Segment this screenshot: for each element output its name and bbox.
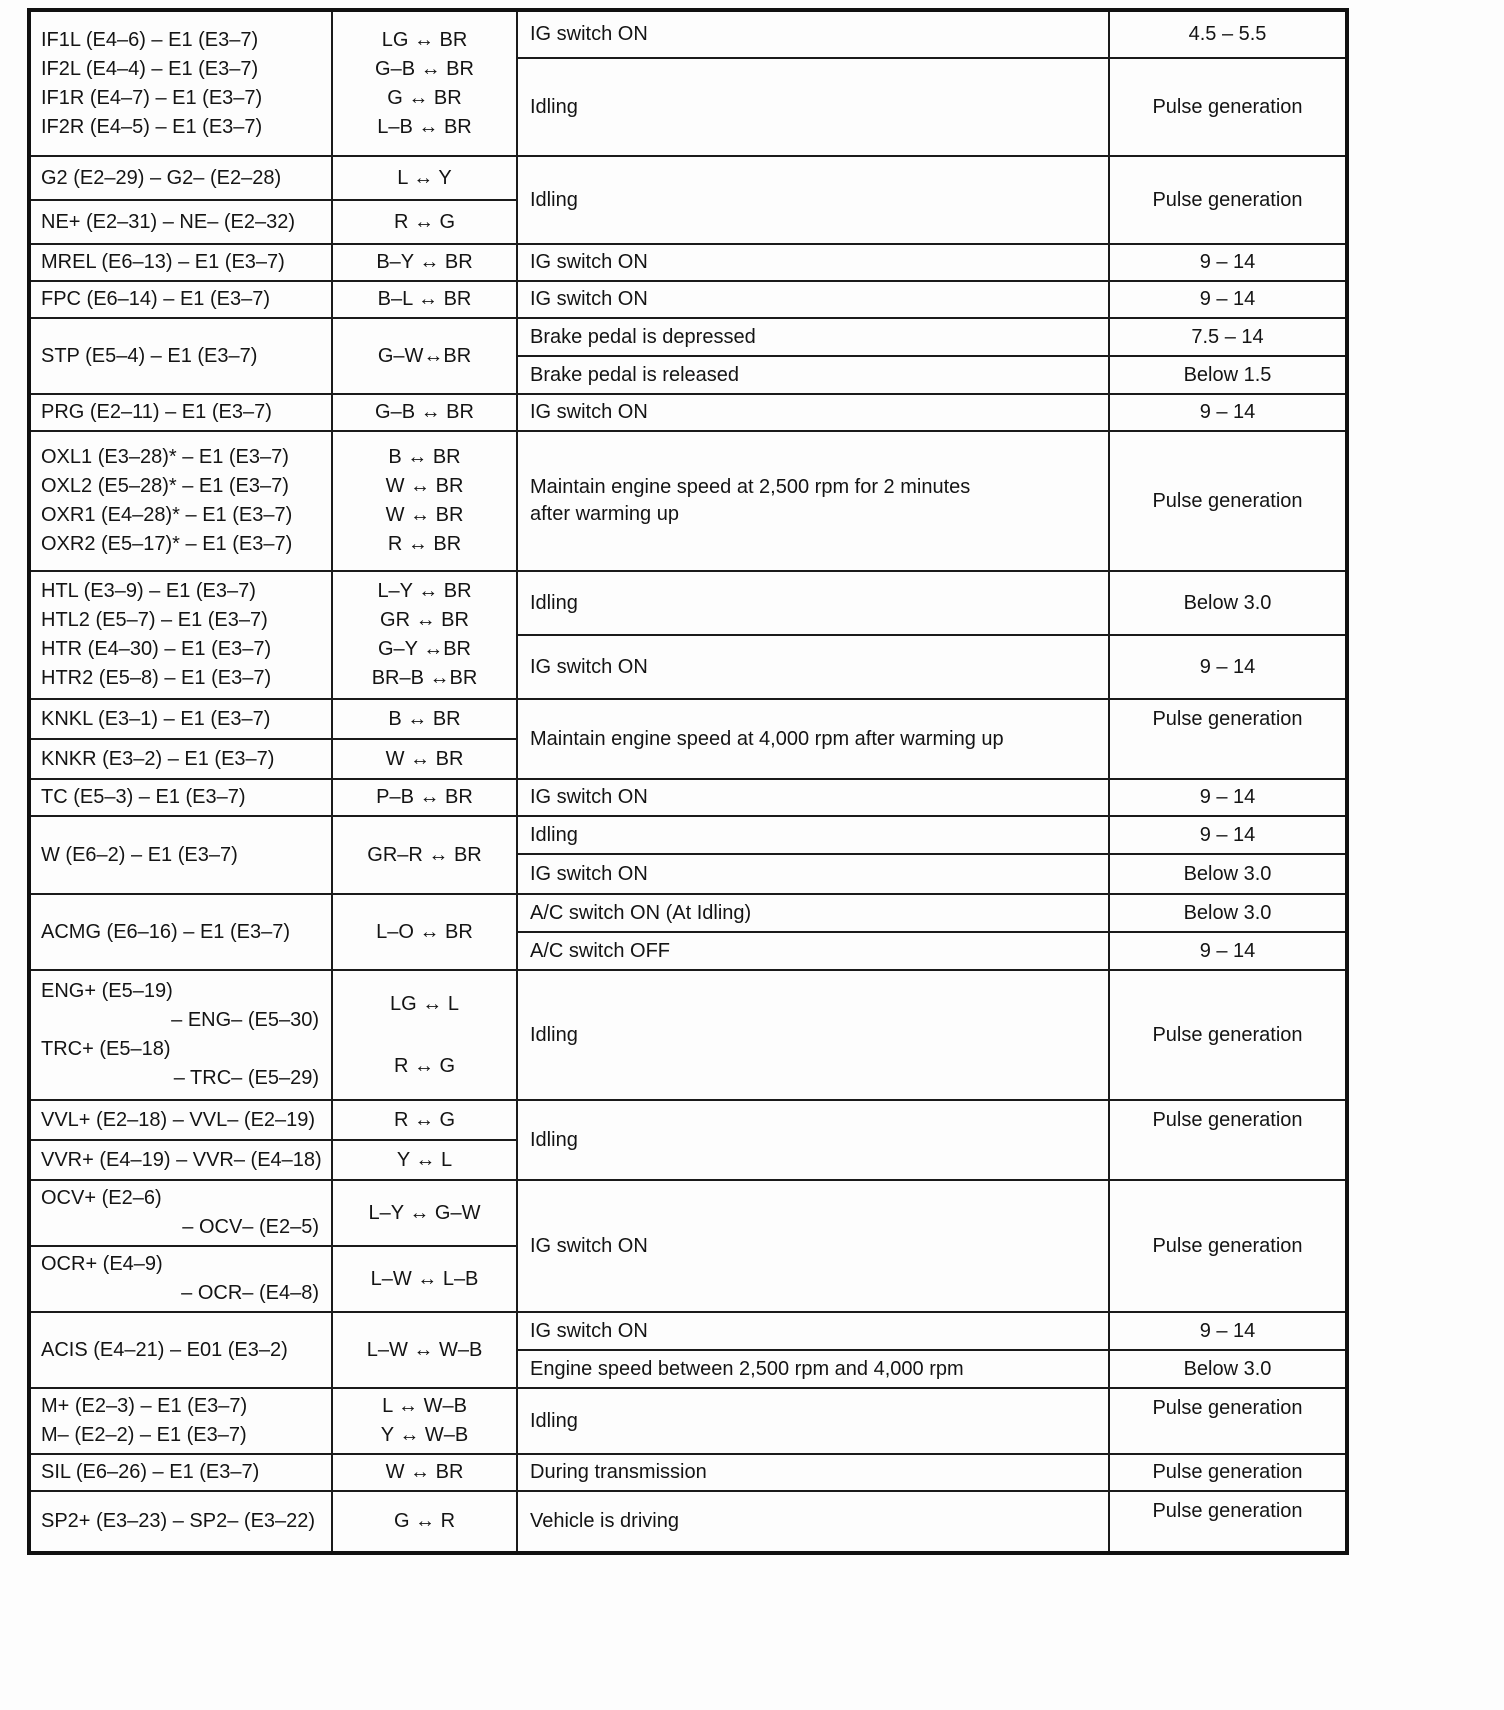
- terminal-line: – ENG– (E5–30): [171, 1009, 319, 1031]
- terminal-line: OXR2 (E5–17)* – E1 (E3–7): [41, 533, 293, 555]
- terminal-line: OXL1 (E3–28)* – E1 (E3–7): [41, 446, 289, 468]
- std-value-cell: Pulse generation: [1109, 699, 1347, 779]
- terminal-line: – TRC– (E5–29): [173, 1067, 319, 1089]
- wiring-color-cell: R ↔ G: [332, 1100, 517, 1140]
- condition-cell: Engine speed between 2,500 rpm and 4,000 rpm: [517, 1350, 1109, 1388]
- wiring-color-cell: W ↔ BR: [332, 739, 517, 779]
- wiring-color-cell: [332, 1388, 517, 1454]
- wiring-color-cell: [332, 970, 517, 1100]
- std-value-cell: Pulse generation: [1109, 1180, 1347, 1312]
- terminal-cell: ACIS (E4–21) – E01 (E3–2): [29, 1312, 332, 1388]
- terminal-line: OCR+ (E4–9): [41, 1253, 163, 1275]
- terminal-line: – OCV– (E2–5): [182, 1216, 319, 1238]
- wiring-color-line: W ↔ BR: [385, 475, 464, 497]
- std-value-cell: Below 3.0: [1109, 894, 1347, 932]
- wiring-color-line: L–Y ↔ BR: [377, 580, 472, 602]
- condition-cell: Brake pedal is released: [517, 356, 1109, 394]
- terminal-cell: SP2+ (E3–23) – SP2– (E3–22): [29, 1491, 332, 1553]
- wiring-color-line: L–B ↔ BR: [377, 115, 472, 138]
- wiring-color-cell: P–B ↔ BR: [332, 779, 517, 816]
- wiring-color-line: B ↔ BR: [388, 446, 461, 468]
- std-value-cell: 9 – 14: [1109, 779, 1347, 816]
- std-value-cell: 9 – 14: [1109, 816, 1347, 854]
- terminal-cell: TC (E5–3) – E1 (E3–7): [29, 779, 332, 816]
- wiring-color-cell: L–O ↔ BR: [332, 894, 517, 970]
- wiring-color-cell: L–W ↔ W–B: [332, 1312, 517, 1388]
- wiring-color-stack: [335, 973, 514, 1097]
- std-value-cell: Pulse generation: [1109, 58, 1347, 156]
- condition-cell: IG switch ON: [517, 244, 1109, 281]
- terminal-cell: KNKL (E3–1) – E1 (E3–7): [29, 699, 332, 739]
- terminal-cell: FPC (E6–14) – E1 (E3–7): [29, 281, 332, 318]
- wiring-color-cell: R ↔ G: [332, 200, 517, 244]
- std-value-cell: 9 – 14: [1109, 1312, 1347, 1350]
- terminal-cell: VVL+ (E2–18) – VVL– (E2–19): [29, 1100, 332, 1140]
- ecm-terminal-voltage-table: [27, 8, 1349, 1555]
- std-value-cell: Below 3.0: [1109, 854, 1347, 894]
- condition-line: Maintain engine speed at 2,500 rpm for 2 minutes: [530, 476, 971, 498]
- std-value-cell: Below 3.0: [1109, 571, 1347, 635]
- wiring-color-line: W ↔ BR: [385, 504, 464, 526]
- wiring-color-line: L ↔ W–B: [382, 1395, 467, 1417]
- std-value-cell: 9 – 14: [1109, 244, 1347, 281]
- wiring-color-line: R ↔ BR: [387, 533, 462, 555]
- std-value-cell: Pulse generation: [1109, 431, 1347, 571]
- std-value-cell: 9 – 14: [1109, 635, 1347, 699]
- terminal-cell: [29, 1180, 332, 1246]
- condition-cell: Idling: [517, 970, 1109, 1100]
- std-value-cell: Below 1.5: [1109, 356, 1347, 394]
- terminal-line: – OCR– (E4–8): [181, 1282, 319, 1304]
- terminal-line: M+ (E2–3) – E1 (E3–7): [41, 1395, 248, 1417]
- condition-cell: Idling: [517, 58, 1109, 156]
- wiring-color-cell: GR–R ↔ BR: [332, 816, 517, 894]
- condition-line: after warming up: [530, 503, 679, 525]
- wiring-color-cell: G–B ↔ BR: [332, 394, 517, 431]
- terminal-line: OXL2 (E5–28)* – E1 (E3–7): [41, 475, 289, 497]
- terminal-line: HTR2 (E5–8) – E1 (E3–7): [41, 667, 272, 689]
- wiring-color-line: G–B ↔ BR: [375, 57, 474, 80]
- condition-cell: Brake pedal is depressed: [517, 318, 1109, 356]
- terminal-line: IF2R (E4–5) – E1 (E3–7): [41, 115, 263, 138]
- terminal-cell: MREL (E6–13) – E1 (E3–7): [29, 244, 332, 281]
- terminal-cell: KNKR (E3–2) – E1 (E3–7): [29, 739, 332, 779]
- terminal-line: M– (E2–2) – E1 (E3–7): [41, 1424, 247, 1446]
- wiring-color-line: LG ↔ BR: [381, 28, 468, 51]
- wiring-color-cell: L ↔ Y: [332, 156, 517, 200]
- terminal-line: OCV+ (E2–6): [41, 1187, 162, 1209]
- condition-cell: Idling: [517, 1100, 1109, 1180]
- condition-cell: Vehicle is driving: [517, 1491, 1109, 1553]
- terminal-cell: ACMG (E6–16) – E1 (E3–7): [29, 894, 332, 970]
- terminal-cell: [29, 431, 332, 571]
- terminal-line: IF2L (E4–4) – E1 (E3–7): [41, 57, 259, 80]
- terminal-line: HTR (E4–30) – E1 (E3–7): [41, 638, 272, 660]
- condition-cell: Idling: [517, 571, 1109, 635]
- wiring-color-line: G–Y ↔BR: [378, 638, 471, 660]
- condition-cell: IG switch ON: [517, 1180, 1109, 1312]
- std-value-cell: Pulse generation: [1109, 1491, 1347, 1553]
- wiring-color-line: Y ↔ W–B: [380, 1424, 469, 1446]
- condition-cell: Idling: [517, 1388, 1109, 1454]
- terminal-cell: W (E6–2) – E1 (E3–7): [29, 816, 332, 894]
- std-value-cell: 4.5 – 5.5: [1109, 10, 1347, 58]
- wiring-color-cell: L–Y ↔ G–W: [332, 1180, 517, 1246]
- wiring-color-line: GR ↔ BR: [380, 609, 469, 631]
- wiring-color-cell: B ↔ BR: [332, 699, 517, 739]
- wiring-color-line: LG ↔ L: [390, 992, 459, 1015]
- terminal-cell: G2 (E2–29) – G2– (E2–28): [29, 156, 332, 200]
- condition-cell: IG switch ON: [517, 10, 1109, 58]
- std-value-cell: Pulse generation: [1109, 1388, 1347, 1454]
- terminal-line: TRC+ (E5–18): [41, 1038, 171, 1060]
- wiring-color-cell: [332, 571, 517, 699]
- std-value-cell: 9 – 14: [1109, 394, 1347, 431]
- terminal-line: IF1L (E4–6) – E1 (E3–7): [41, 28, 259, 51]
- condition-cell: Idling: [517, 816, 1109, 854]
- std-value-cell: 9 – 14: [1109, 281, 1347, 318]
- terminal-cell: [29, 1388, 332, 1454]
- terminal-cell: [29, 1246, 332, 1312]
- terminal-cell: NE+ (E2–31) – NE– (E2–32): [29, 200, 332, 244]
- terminal-line: IF1R (E4–7) – E1 (E3–7): [41, 86, 263, 109]
- condition-cell: IG switch ON: [517, 779, 1109, 816]
- wiring-color-cell: W ↔ BR: [332, 1454, 517, 1491]
- terminal-line: HTL (E3–9) – E1 (E3–7): [41, 580, 256, 602]
- wiring-color-line: BR–B ↔BR: [371, 667, 478, 689]
- terminal-line: OXR1 (E4–28)* – E1 (E3–7): [41, 504, 293, 526]
- wiring-color-cell: G–W↔BR: [332, 318, 517, 394]
- terminal-cell: PRG (E2–11) – E1 (E3–7): [29, 394, 332, 431]
- std-value-cell: Pulse generation: [1109, 970, 1347, 1100]
- condition-cell: IG switch ON: [517, 635, 1109, 699]
- std-value-cell: Pulse generation: [1109, 1454, 1347, 1491]
- wiring-color-cell: L–W ↔ L–B: [332, 1246, 517, 1312]
- condition-cell: IG switch ON: [517, 281, 1109, 318]
- condition-cell: [517, 431, 1109, 571]
- wiring-color-cell: B–Y ↔ BR: [332, 244, 517, 281]
- terminal-cell: [29, 571, 332, 699]
- terminal-line: ENG+ (E5–19): [41, 980, 173, 1002]
- wiring-color-cell: [332, 10, 517, 156]
- terminal-cell: [29, 10, 332, 156]
- wiring-color-cell: [332, 431, 517, 571]
- std-value-cell: 9 – 14: [1109, 932, 1347, 970]
- wiring-color-cell: B–L ↔ BR: [332, 281, 517, 318]
- std-value-cell: Pulse generation: [1109, 1100, 1347, 1180]
- wiring-color-cell: Y ↔ L: [332, 1140, 517, 1180]
- wiring-color-cell: G ↔ R: [332, 1491, 517, 1553]
- condition-cell: IG switch ON: [517, 1312, 1109, 1350]
- condition-cell: IG switch ON: [517, 394, 1109, 431]
- terminal-line: HTL2 (E5–7) – E1 (E3–7): [41, 609, 268, 631]
- terminal-cell: VVR+ (E4–19) – VVR– (E4–18): [29, 1140, 332, 1180]
- condition-cell: Idling: [517, 156, 1109, 244]
- terminal-cell: [29, 970, 332, 1100]
- std-value-cell: 7.5 – 14: [1109, 318, 1347, 356]
- terminal-cell: SIL (E6–26) – E1 (E3–7): [29, 1454, 332, 1491]
- condition-cell: During transmission: [517, 1454, 1109, 1491]
- std-value-cell: Pulse generation: [1109, 156, 1347, 244]
- condition-cell: A/C switch ON (At Idling): [517, 894, 1109, 932]
- condition-cell: Maintain engine speed at 4,000 rpm after warming up: [517, 699, 1109, 779]
- std-value-cell: Below 3.0: [1109, 1350, 1347, 1388]
- wiring-color-line: G ↔ BR: [387, 86, 462, 109]
- terminal-cell: STP (E5–4) – E1 (E3–7): [29, 318, 332, 394]
- condition-cell: IG switch ON: [517, 854, 1109, 894]
- wiring-color-line: R ↔ G: [393, 1054, 456, 1077]
- condition-cell: A/C switch OFF: [517, 932, 1109, 970]
